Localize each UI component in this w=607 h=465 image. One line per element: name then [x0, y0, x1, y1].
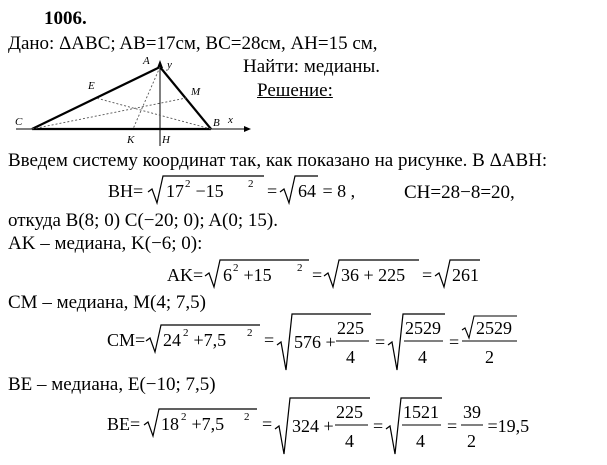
math-token: AK= [167, 265, 204, 285]
math-token: 17 [166, 181, 184, 201]
math-token: 2529 [405, 318, 441, 338]
math-token: BE= [107, 414, 141, 434]
math-token: 2 [297, 262, 303, 274]
triangle-figure [12, 50, 252, 150]
math-token: 2 [181, 411, 187, 423]
math-token: = [262, 414, 273, 434]
math-token: 4 [345, 431, 354, 451]
label-y: y [167, 59, 172, 71]
math-token: = [375, 332, 386, 352]
label-A: A [143, 55, 150, 67]
label-K: K [127, 134, 135, 146]
label-C: C [15, 116, 23, 128]
math-token: 64 [298, 181, 316, 201]
label-E: E [88, 80, 95, 92]
label-M: M [191, 86, 201, 98]
math-token: = 8 , [318, 181, 356, 201]
math-token: 2529 [476, 318, 512, 338]
math-token: 225 [336, 402, 363, 422]
find-line: Найти: медианы. [243, 56, 380, 77]
math-token: 4 [346, 347, 355, 367]
math-token: = [264, 330, 275, 350]
math-token: +15 [239, 265, 272, 285]
ak-title: AK – медиана, K(−6; 0): [8, 233, 203, 254]
solution-title: Решение: [257, 80, 333, 101]
math-token: = [312, 265, 323, 285]
ch-line: CH=28−8=20, [404, 182, 515, 203]
ak-formula [167, 255, 487, 291]
math-token: 225 [337, 318, 364, 338]
math-token: 2 [233, 262, 239, 274]
math-token: 2 [244, 411, 250, 423]
math-token: 4 [416, 431, 425, 451]
cm-formula [107, 312, 527, 376]
math-token: 576 + [294, 332, 336, 352]
math-token: 2 [183, 327, 189, 339]
math-token: BH= [108, 181, 144, 201]
math-token: 36 + 225 [341, 265, 406, 285]
math-token: 39 [463, 402, 481, 422]
label-H: H [162, 134, 170, 146]
bh-formula [108, 172, 356, 208]
coords-line: откуда B(8; 0) C(−20; 0); A(0; 15). [8, 210, 278, 231]
math-token: 2 [248, 178, 254, 190]
math-token: = [422, 265, 433, 285]
problem-number: 1006. [44, 8, 87, 29]
math-token: 6 [223, 265, 232, 285]
math-token: = [449, 332, 460, 352]
math-token: +7,5 [187, 414, 225, 434]
math-token: 18 [161, 414, 179, 434]
math-token: =19,5 [483, 416, 530, 436]
math-token: = [447, 416, 458, 436]
label-x: x [228, 114, 233, 126]
intro-line: Введем систему координат так, как показано на рисунке. В ΔABH: [8, 150, 548, 171]
math-token: = [267, 181, 278, 201]
math-token: 2 [247, 327, 253, 339]
math-token: 2 [467, 431, 476, 451]
be-formula [107, 396, 530, 460]
math-token: = [373, 416, 384, 436]
math-token: 2 [185, 178, 191, 190]
math-token: 24 [163, 330, 181, 350]
math-token: −15 [191, 181, 224, 201]
math-token: +7,5 [189, 330, 227, 350]
cm-title: CM – медиана, M(4; 7,5) [8, 292, 206, 313]
given-line: Дано: ΔABC; AB=17см, BC=28см, AH=15 см, [8, 33, 378, 54]
math-token: 2 [485, 347, 494, 367]
be-title: BE – медиана, E(−10; 7,5) [8, 374, 216, 395]
math-token: 1521 [403, 402, 439, 422]
math-token: 4 [418, 347, 427, 367]
label-B: B [213, 117, 220, 129]
math-token: CM= [107, 330, 146, 350]
math-token: 261 [452, 265, 479, 285]
math-token: 324 + [292, 416, 334, 436]
